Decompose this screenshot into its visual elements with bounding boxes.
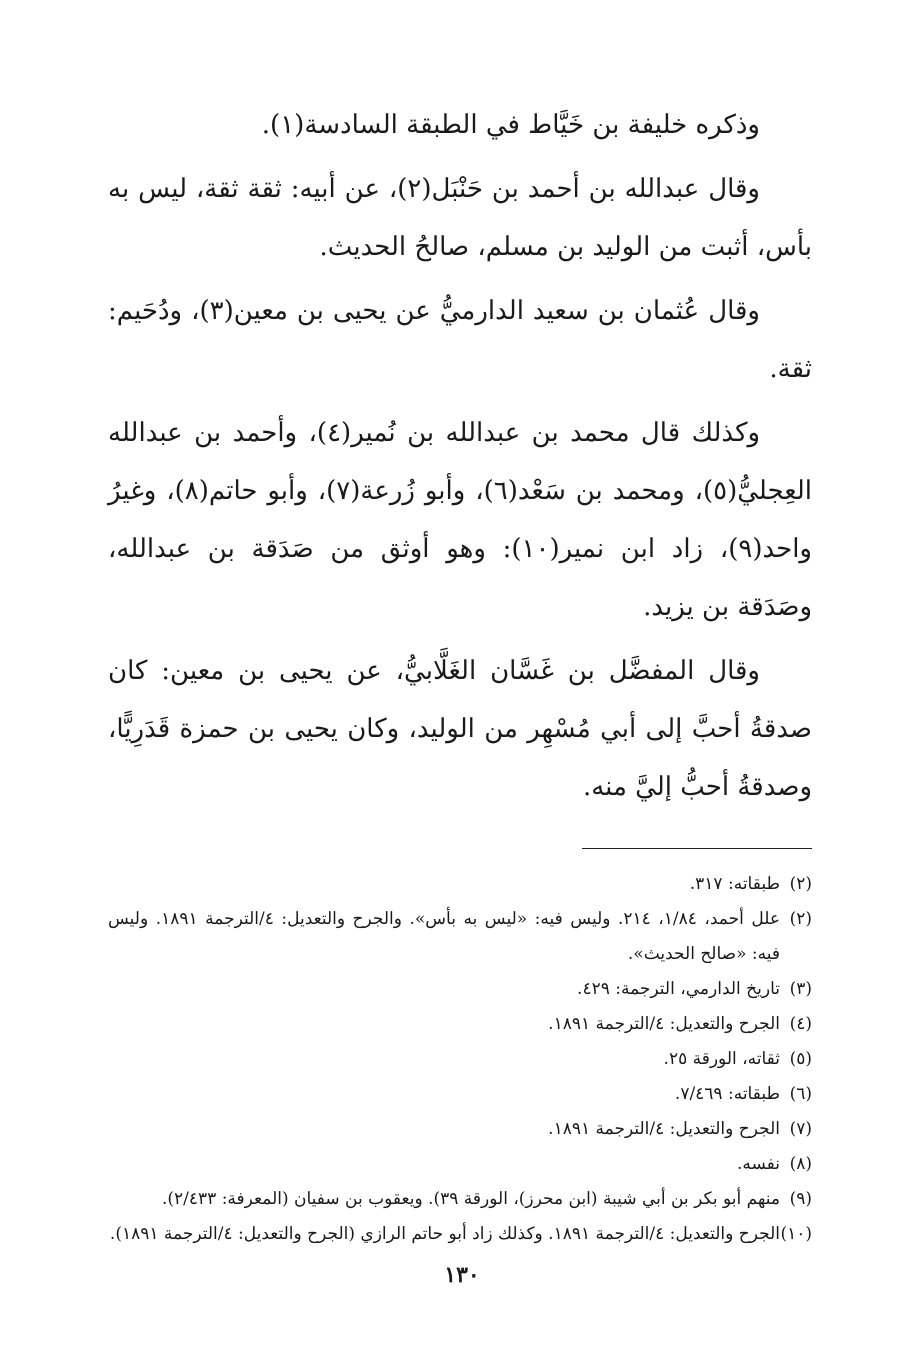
footnote-text: علل أحمد، ١/٨٤، ٢١٤. وليس فيه: «ليس به بأس». والجرح والتعديل: ٤/الترجمة ١٨٩١. وليس فيه: «صالح الحديث». bbox=[108, 909, 780, 964]
paragraph: وقال عُثمان بن سعيد الدارميُّ عن يحيى بن معين(٣)، ودُحَيم: ثقة. bbox=[108, 296, 812, 384]
footnote bbox=[108, 867, 812, 902]
paragraph: وذكره خليفة بن خَيَّاط في الطبقة السادسة(١). bbox=[261, 110, 760, 140]
footnotes bbox=[108, 867, 812, 1252]
paragraph: وكذلك قال محمد بن عبدالله بن نُمير(٤)، وأحمد بن عبدالله العِجليُّ(٥)، ومحمد بن سَعْد(٦)، وأبو زُرعة(٧)، وأبو حاتم(٨)، وغيرُ واحد(٩)، زاد ابن نمير(١٠): وهو أوثق من صَدَقة بن عبدالله، وصَدَقة بن يزيد. bbox=[108, 418, 812, 622]
footnote-separator bbox=[582, 848, 812, 849]
footnote-text: ثقاته، الورقة ٢٥. bbox=[663, 1049, 780, 1069]
footnote-text: الجرح والتعديل: ٤/الترجمة ١٨٩١. وكذلك زاد أبو حاتم الرازي (الجرح والتعديل: ٤/الترجمة ١٨٩١). bbox=[109, 1224, 780, 1244]
footnote-number: (٨) bbox=[789, 1154, 812, 1174]
footnote-number: (٥) bbox=[789, 1049, 812, 1069]
footnote-text: نفسه. bbox=[736, 1154, 780, 1174]
footnote-text: الجرح والتعديل: ٤/الترجمة ١٨٩١. bbox=[548, 1119, 780, 1139]
page-number: ١٣٠ bbox=[444, 1262, 480, 1288]
footnote-text: طبقاته: ٧/٤٦٩. bbox=[674, 1084, 780, 1104]
footnote-number: (١٠) bbox=[780, 1224, 812, 1244]
footnote bbox=[108, 1217, 812, 1252]
footnote-number: (٤) bbox=[789, 1014, 812, 1034]
footnote-separator-wrap bbox=[108, 822, 812, 867]
footnote-number: (٦) bbox=[789, 1084, 812, 1104]
footnote bbox=[108, 1042, 812, 1077]
footnote bbox=[108, 1182, 812, 1217]
footnote bbox=[108, 1112, 812, 1147]
footnote bbox=[108, 1007, 812, 1042]
footnote-text: منهم أبو بكر بن أبي شيبة (ابن محرز)، الورقة ٣٩). ويعقوب بن سفيان (المعرفة: ٢/٤٣٣). bbox=[161, 1189, 780, 1209]
page-body bbox=[108, 92, 812, 1252]
footnote-text: تاريخ الدارمي، الترجمة: ٤٢٩. bbox=[577, 979, 780, 999]
footnote bbox=[108, 1077, 812, 1112]
paragraph: وقال عبدالله بن أحمد بن حَنْبَل(٢)، عن أبيه: ثقة ثقة، ليس به بأس، أثبت من الوليد بن مسلم، صالحُ الحديث. bbox=[108, 174, 812, 262]
footnote-number: (٣) bbox=[789, 979, 812, 999]
footnote bbox=[108, 972, 812, 1007]
footnote bbox=[108, 1147, 812, 1182]
footnote-number: (٢) bbox=[789, 874, 812, 894]
footnote bbox=[108, 902, 812, 972]
footnote-number: (٩) bbox=[789, 1189, 812, 1209]
footnote-number: (٧) bbox=[789, 1119, 812, 1139]
paragraph: وقال المفضَّل بن غَسَّان الغَلَّابيُّ، عن يحيى بن معين: كان صدقةُ أحبَّ إلى أبي مُسْهِر من الوليد، وكان يحيى بن حمزة قَدَرِيًّا، وصدقةُ أحبُّ إليَّ منه. bbox=[108, 656, 812, 802]
footnote-text: طبقاته: ٣١٧. bbox=[689, 874, 780, 894]
footnote-number: (٢) bbox=[789, 909, 812, 929]
footnote-text: الجرح والتعديل: ٤/الترجمة ١٨٩١. bbox=[548, 1014, 780, 1034]
